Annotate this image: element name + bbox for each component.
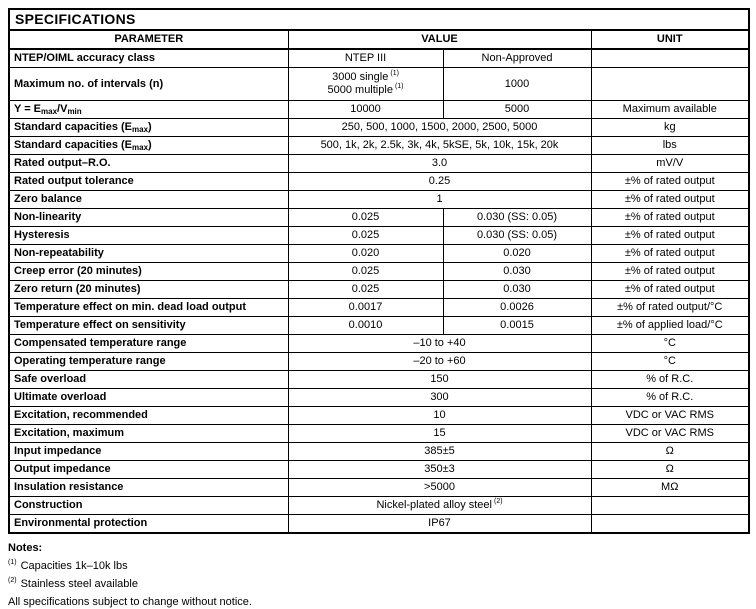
unit-cell: kg <box>591 119 749 137</box>
footnote-ref-1: (1) <box>394 83 404 91</box>
disclaimer-text: All specifications subject to change without notice. <box>8 596 252 608</box>
value-cell-nonapproved: Non-Approved <box>443 49 591 68</box>
unit-cell <box>591 68 749 101</box>
parameter-cell: Temperature effect on sensitivity <box>9 317 288 335</box>
table-row-hysteresis <box>9 227 749 245</box>
parameter-cell: Excitation, maximum <box>9 425 288 443</box>
value-cell: 500, 1k, 2k, 2.5k, 3k, 4k, 5kSE, 5k, 10k, 15k, 20k <box>288 137 591 155</box>
parameter-cell: Non-repeatability <box>9 245 288 263</box>
value-cell: >5000 <box>288 479 591 497</box>
table-row-excitation-rec <box>9 407 749 425</box>
table-row-zero-return <box>9 281 749 299</box>
value-cell: 150 <box>288 371 591 389</box>
table-row-rated-output-tolerance <box>9 173 749 191</box>
capacities-lbs-sub: max <box>132 143 149 152</box>
value-cell-ntep: 0.0017 <box>288 299 443 317</box>
value-cell-ntep <box>288 68 443 101</box>
value-cell: –10 to +40 <box>288 335 591 353</box>
value-cell-nonapproved: 0.030 <box>443 281 591 299</box>
table-row-temp-sensitivity <box>9 317 749 335</box>
parameter-cell <box>9 119 288 137</box>
value-cell-nonapproved: 0.030 <box>443 263 591 281</box>
value-cell-ntep: 0.025 <box>288 263 443 281</box>
table-row-y-ratio <box>9 101 749 119</box>
value-cell-nonapproved: 0.020 <box>443 245 591 263</box>
intervals-line-1-text: 3000 single <box>332 71 389 83</box>
table-row-rated-output <box>9 155 749 173</box>
parameter-cell: Safe overload <box>9 371 288 389</box>
y-ratio-pre: Y = E <box>14 103 42 115</box>
value-cell: IP67 <box>288 515 591 534</box>
capacities-lbs-pre: Standard capacities (E <box>14 139 132 151</box>
parameter-cell: Rated output tolerance <box>9 173 288 191</box>
value-cell: 3.0 <box>288 155 591 173</box>
table-row-temp-dead-load <box>9 299 749 317</box>
table-row-capacities-kg <box>9 119 749 137</box>
table-row-op-temp <box>9 353 749 371</box>
value-cell <box>288 497 591 515</box>
unit-cell: ±% of rated output <box>591 227 749 245</box>
specifications-table <box>8 8 750 534</box>
parameter-cell: Rated output–R.O. <box>9 155 288 173</box>
value-cell-nonapproved: 1000 <box>443 68 591 101</box>
unit-cell: Maximum available <box>591 101 749 119</box>
parameter-cell: Input impedance <box>9 443 288 461</box>
parameter-cell: Compensated temperature range <box>9 335 288 353</box>
parameter-cell: Output impedance <box>9 461 288 479</box>
intervals-line-2-text: 5000 multiple <box>327 84 393 96</box>
footnote-1 <box>8 557 756 575</box>
table-row-ultimate-overload <box>9 389 749 407</box>
table-row-capacities-lbs <box>9 137 749 155</box>
unit-cell: ±% of rated output/°C <box>591 299 749 317</box>
value-cell: 350±3 <box>288 461 591 479</box>
unit-cell: ±% of rated output <box>591 173 749 191</box>
value-cell: 0.25 <box>288 173 591 191</box>
table-row-accuracy <box>9 49 749 68</box>
unit-cell <box>591 515 749 534</box>
construction-value-text: Nickel-plated alloy steel <box>376 499 492 511</box>
parameter-cell: Construction <box>9 497 288 515</box>
value-cell: –20 to +60 <box>288 353 591 371</box>
unit-cell: °C <box>591 353 749 371</box>
parameter-cell: Ultimate overload <box>9 389 288 407</box>
table-row-creep-error <box>9 263 749 281</box>
unit-cell: VDC or VAC RMS <box>591 407 749 425</box>
value-cell-ntep: 0.020 <box>288 245 443 263</box>
unit-cell <box>591 497 749 515</box>
col-header-parameter: PARAMETER <box>9 30 288 49</box>
value-cell: 10 <box>288 407 591 425</box>
value-cell: 1 <box>288 191 591 209</box>
parameter-cell: Zero return (20 minutes) <box>9 281 288 299</box>
footnote-1-text: Capacities 1k–10k lbs <box>20 560 128 572</box>
value-cell-nonapproved: 0.0015 <box>443 317 591 335</box>
notes-section <box>8 539 756 609</box>
table-row-non-linearity <box>9 209 749 227</box>
value-cell-ntep: 0.025 <box>288 281 443 299</box>
capacities-kg-sub: max <box>132 125 149 134</box>
value-cell-nonapproved: 0.030 (SS: 0.05) <box>443 209 591 227</box>
value-cell: 15 <box>288 425 591 443</box>
parameter-cell: NTEP/OIML accuracy class <box>9 49 288 68</box>
table-row-comp-temp <box>9 335 749 353</box>
unit-cell: ±% of rated output <box>591 263 749 281</box>
parameter-cell: Non-linearity <box>9 209 288 227</box>
parameter-cell: Environmental protection <box>9 515 288 534</box>
value-cell-ntep: 10000 <box>288 101 443 119</box>
table-row-non-repeatability <box>9 245 749 263</box>
unit-cell: Ω <box>591 461 749 479</box>
value-cell-nonapproved: 0.030 (SS: 0.05) <box>443 227 591 245</box>
parameter-cell: Operating temperature range <box>9 353 288 371</box>
table-row-zero-balance <box>9 191 749 209</box>
capacities-kg-close: ) <box>148 121 152 133</box>
table-row-output-impedance <box>9 461 749 479</box>
value-cell: 300 <box>288 389 591 407</box>
parameter-cell: Excitation, recommended <box>9 407 288 425</box>
parameter-cell <box>9 137 288 155</box>
unit-cell: Ω <box>591 443 749 461</box>
footnote-2-marker: (2) <box>8 577 17 585</box>
unit-cell: ±% of applied load/°C <box>591 317 749 335</box>
unit-cell: ±% of rated output <box>591 191 749 209</box>
table-header-row <box>9 30 749 49</box>
parameter-cell <box>9 101 288 119</box>
notes-heading: Notes: <box>8 542 43 554</box>
value-cell-ntep: 0.0010 <box>288 317 443 335</box>
unit-cell: lbs <box>591 137 749 155</box>
parameter-cell: Temperature effect on min. dead load output <box>9 299 288 317</box>
parameter-cell: Maximum no. of intervals (n) <box>9 68 288 101</box>
unit-cell: MΩ <box>591 479 749 497</box>
table-title: SPECIFICATIONS <box>9 9 749 30</box>
unit-cell <box>591 49 749 68</box>
footnote-1-marker: (1) <box>8 559 17 567</box>
footnote-ref-1: (1) <box>390 70 399 78</box>
footnote-2 <box>8 575 756 593</box>
unit-cell: ±% of rated output <box>591 245 749 263</box>
parameter-cell: Zero balance <box>9 191 288 209</box>
value-cell-ntep: 0.025 <box>288 209 443 227</box>
table-row-intervals <box>9 68 749 101</box>
parameter-cell: Creep error (20 minutes) <box>9 263 288 281</box>
table-row-insulation-resistance <box>9 479 749 497</box>
table-title-row <box>9 9 749 30</box>
unit-cell: % of R.C. <box>591 371 749 389</box>
unit-cell: °C <box>591 335 749 353</box>
unit-cell: mV/V <box>591 155 749 173</box>
value-cell-ntep: NTEP III <box>288 49 443 68</box>
value-cell-nonapproved: 5000 <box>443 101 591 119</box>
table-row-safe-overload <box>9 371 749 389</box>
col-header-value: VALUE <box>288 30 591 49</box>
unit-cell: % of R.C. <box>591 389 749 407</box>
table-row-construction <box>9 497 749 515</box>
y-ratio-sub-min: min <box>67 107 82 116</box>
table-row-environmental <box>9 515 749 534</box>
capacities-kg-pre: Standard capacities (E <box>14 121 132 133</box>
value-cell: 250, 500, 1000, 1500, 2000, 2500, 5000 <box>288 119 591 137</box>
y-ratio-mid: /V <box>57 103 68 115</box>
table-row-excitation-max <box>9 425 749 443</box>
parameter-cell: Insulation resistance <box>9 479 288 497</box>
value-cell: 385±5 <box>288 443 591 461</box>
value-cell-nonapproved: 0.0026 <box>443 299 591 317</box>
value-cell-ntep: 0.025 <box>288 227 443 245</box>
intervals-line-1 <box>293 71 439 84</box>
unit-cell: ±% of rated output <box>591 281 749 299</box>
capacities-lbs-close: ) <box>148 139 152 151</box>
col-header-unit: UNIT <box>591 30 749 49</box>
table-row-input-impedance <box>9 443 749 461</box>
y-ratio-sub-max: max <box>41 107 58 116</box>
unit-cell: VDC or VAC RMS <box>591 425 749 443</box>
footnote-ref-2: (2) <box>494 498 503 506</box>
intervals-line-2 <box>293 84 439 97</box>
unit-cell: ±% of rated output <box>591 209 749 227</box>
footnote-2-text: Stainless steel available <box>20 578 138 590</box>
parameter-cell: Hysteresis <box>9 227 288 245</box>
